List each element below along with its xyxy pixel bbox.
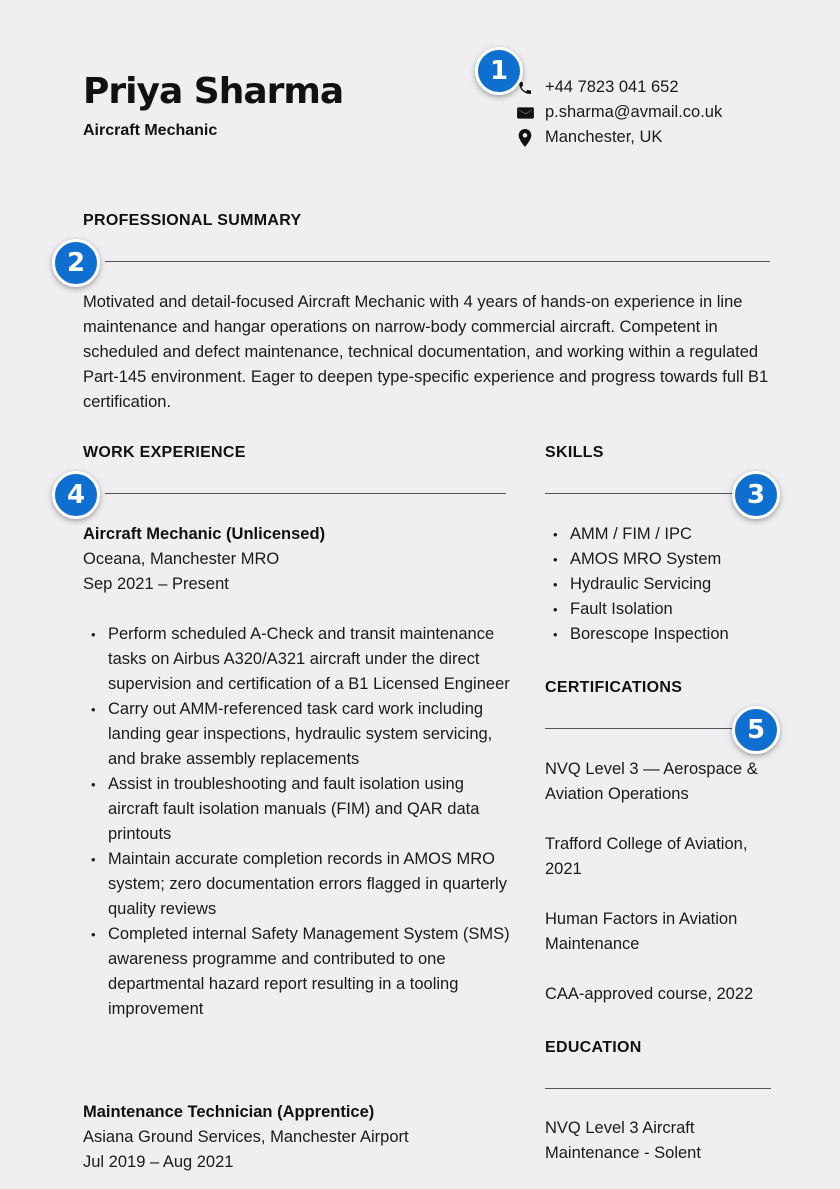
skill-item: • AMM / FIM / IPC xyxy=(545,522,729,547)
certification-item: NVQ Level 3 — Aerospace & Aviation Operations xyxy=(545,760,758,803)
job-title: Maintenance Technician (Apprentice) xyxy=(83,1103,375,1121)
education-heading: EDUCATION xyxy=(545,1039,642,1056)
certification-item: CAA-approved course, 2022 xyxy=(545,985,754,1003)
contact-location xyxy=(515,125,722,150)
education-divider xyxy=(545,1088,771,1089)
job-bullets xyxy=(83,622,513,1022)
job-bullet: • Carry out AMM-referenced task card work including landing gear inspections, hydraulic system servicing, and brake assembly replacements xyxy=(83,697,513,772)
skill-item: • Hydraulic Servicing xyxy=(545,572,729,597)
summary-divider xyxy=(105,261,770,262)
location-text: Manchester, UK xyxy=(545,128,663,146)
phone-number: +44 7823 041 652 xyxy=(545,78,679,96)
experience-divider xyxy=(105,493,506,494)
job-title: Aircraft Mechanic (Unlicensed) xyxy=(83,525,326,543)
envelope-icon xyxy=(515,103,535,123)
job-dates: Sep 2021 – Present xyxy=(83,575,229,593)
email-address: p.sharma@avmail.co.uk xyxy=(545,103,723,121)
badge-1: 1 xyxy=(475,47,523,95)
contact-email xyxy=(515,100,722,125)
summary-text: Motivated and detail-focused Aircraft Mechanic with 4 years of hands-on experience in line maintenance and hangar operations on narrow-body commercial aircraft. Competent in scheduled and defect maintenance, technical documentation, and working within a regulated Part-145 environment. Eager to deepen type-specific experience and progress towards full B1 certification. xyxy=(83,293,769,411)
skills-divider xyxy=(545,493,735,494)
job-entry-2 xyxy=(83,1100,513,1175)
badge-3: 3 xyxy=(732,471,780,519)
job-entry-1 xyxy=(83,522,513,1022)
candidate-role: Aircraft Mechanic xyxy=(83,122,218,139)
skill-item: • Fault Isolation xyxy=(545,597,729,622)
experience-heading: WORK EXPERIENCE xyxy=(83,444,246,461)
contact-phone xyxy=(515,75,722,100)
skills-list xyxy=(545,522,729,647)
summary-heading: PROFESSIONAL SUMMARY xyxy=(83,212,302,229)
badge-4: 4 xyxy=(52,471,100,519)
certifications-heading: CERTIFICATIONS xyxy=(545,679,683,696)
badge-2: 2 xyxy=(52,239,100,287)
job-dates: Jul 2019 – Aug 2021 xyxy=(83,1153,234,1171)
job-bullet: • Maintain accurate completion records in AMOS MRO system; zero documentation errors flagged in quarterly quality reviews xyxy=(83,847,513,922)
badge-5: 5 xyxy=(732,706,780,754)
candidate-name: Priya Sharma xyxy=(83,71,344,112)
certification-item: Human Factors in Aviation Maintenance xyxy=(545,910,738,953)
skill-item: • Borescope Inspection xyxy=(545,622,729,647)
job-bullet: • Perform scheduled A-Check and transit maintenance tasks on Airbus A320/A321 aircraft under the direct supervision and certification of a B1 Licensed Engineer xyxy=(83,622,513,697)
job-company: Oceana, Manchester MRO xyxy=(83,550,280,568)
skill-item: • AMOS MRO System xyxy=(545,547,729,572)
certifications-divider xyxy=(545,728,735,729)
job-company: Asiana Ground Services, Manchester Airport xyxy=(83,1128,409,1146)
certification-item: Trafford College of Aviation, 2021 xyxy=(545,835,748,878)
location-pin-icon xyxy=(515,128,535,148)
job-bullet: • Assist in troubleshooting and fault isolation using aircraft fault isolation manuals (FIM) and QAR data printouts xyxy=(83,772,513,847)
contact-block xyxy=(515,75,722,150)
skills-heading: SKILLS xyxy=(545,444,604,461)
job-bullet: • Completed internal Safety Management System (SMS) awareness programme and contributed to one departmental hazard report resulting in a tooling improvement xyxy=(83,922,513,1022)
education-item: NVQ Level 3 Aircraft Maintenance - Solent xyxy=(545,1119,701,1162)
